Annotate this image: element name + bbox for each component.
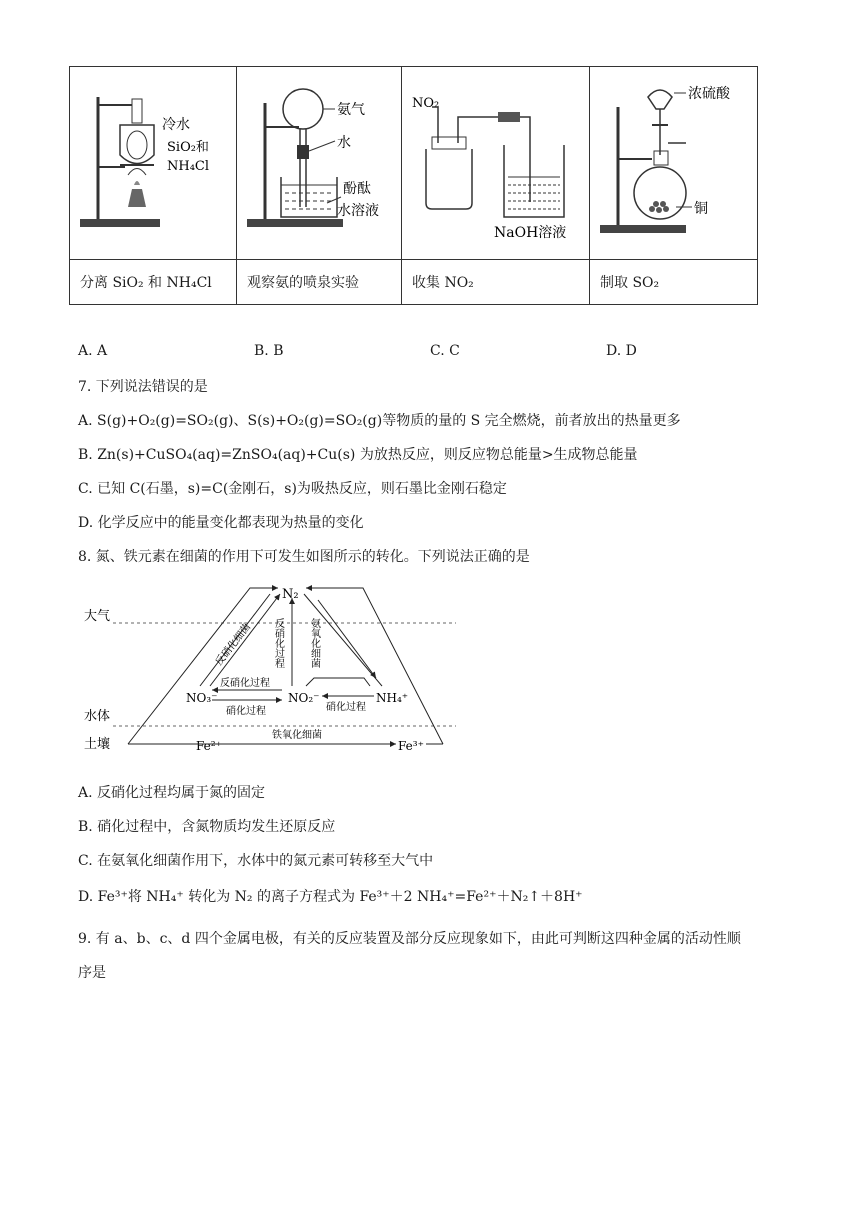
label-naoh: NaOH溶液 (494, 225, 567, 241)
species-nh4: NH₄⁺ (376, 691, 409, 705)
q8-option-c[interactable]: C. 在氨氧化细菌作用下，水体中的氮元素可转移至大气中 (78, 853, 434, 869)
label-water: 水 (337, 135, 351, 151)
apparatus-cell-4 (590, 67, 758, 260)
apparatus-table (69, 66, 758, 305)
q7-stem: 7. 下列说法错误的是 (78, 379, 208, 395)
apparatus-cell-2 (237, 67, 402, 260)
so2-generation-figure (590, 67, 757, 255)
label-right-arrow: 氨氧化细菌 (308, 618, 320, 668)
q8-option-a[interactable]: A. 反硝化过程均属于氮的固定 (78, 785, 266, 801)
caption-1: 分离 SiO₂ 和 NH₄Cl (70, 260, 237, 305)
q7-option-d[interactable]: D. 化学反应中的能量变化都表现为热量的变化 (78, 515, 364, 531)
label-left-arrow: 反硝化细菌 (213, 621, 254, 668)
label-copper: 铜 (694, 201, 708, 217)
label-phenolphthalein: 酚酞 (343, 181, 371, 197)
q8-stem: 8. 氮、铁元素在细菌的作用下可发生如图所示的转化。下列说法正确的是 (78, 549, 530, 565)
label-aqueous-solution: 水溶液 (337, 203, 379, 219)
q6-option-c[interactable]: C. C (430, 343, 460, 359)
caption-4: 制取 SO₂ (590, 260, 758, 305)
no2-collection-figure (402, 67, 589, 255)
q6-option-d[interactable]: D. D (606, 343, 637, 359)
q7-option-b[interactable]: B. Zn(s)+CuSO₄(aq)=ZnSO₄(aq)+Cu(s) 为放热反应，则反应物总能量>生成物总能量 (78, 447, 638, 463)
q7-option-a[interactable]: A. S(g)+O₂(g)=SO₂(g)、S(s)+O₂(g)=SO₂(g)等物质的量的 S 完全燃烧，前者放出的热量更多 (78, 413, 681, 429)
label-middle-arrow: 反硝化过程 (272, 618, 284, 668)
nitrogen-iron-cycle-diagram (78, 578, 468, 764)
zone-soil: 土壤 (84, 737, 111, 752)
sublimation-apparatus-figure (70, 67, 236, 255)
species-n2: N₂ (282, 587, 299, 602)
caption-2: 观察氨的喷泉实验 (237, 260, 402, 305)
zone-atmosphere: 大气 (84, 609, 111, 624)
label-nh4cl: NH₄Cl (167, 159, 210, 174)
species-fe3: Fe³⁺ (398, 739, 424, 753)
label-iron-oxidizing: 铁氧化细菌 (272, 730, 322, 741)
label-cold-water: 冷水 (162, 117, 190, 133)
label-denitrification: 反硝化过程 (220, 678, 270, 689)
species-fe2: Fe²⁺ (196, 739, 222, 753)
label-nitrification-lower: 硝化过程 (226, 706, 266, 717)
q6-option-b[interactable]: B. B (254, 343, 284, 359)
q8-option-d[interactable] (78, 886, 583, 906)
fountain-apparatus-figure (237, 67, 401, 255)
q9-stem-line1: 9. 有 a、b、c、d 四个金属电极，有关的反应装置及部分反应现象如下，由此可判断这四种金属的活动性顺 (78, 931, 741, 947)
label-nitrification-right: 硝化过程 (326, 702, 366, 713)
q7-option-c[interactable]: C. 已知 C(石墨，s)=C(金刚石，s)为吸热反应，则石墨比金刚石稳定 (78, 481, 507, 497)
label-no2: NO₂ (412, 96, 440, 111)
caption-3: 收集 NO₂ (402, 260, 590, 305)
zone-water: 水体 (84, 709, 111, 724)
label-ammonia: 氨气 (337, 102, 365, 118)
q8-option-b[interactable]: B. 硝化过程中，含氮物质均发生还原反应 (78, 819, 336, 835)
q6-option-a[interactable]: A. A (78, 343, 108, 359)
apparatus-cell-1 (70, 67, 237, 260)
q8-option-d-equation: Fe³⁺＋2 NH₄⁺=Fe²⁺＋N₂↑＋8H⁺ (359, 889, 583, 905)
q9-stem-line2: 序是 (78, 965, 106, 981)
q8-option-d-prefix: D. Fe³⁺将 NH₄⁺ 转化为 N₂ 的离子方程式为 (78, 889, 360, 905)
label-sio2: SiO₂和 (167, 140, 209, 155)
apparatus-cell-3 (402, 67, 590, 260)
species-no2: NO₂⁻ (288, 691, 320, 705)
label-conc-sulfuric-acid: 浓硫酸 (688, 86, 730, 102)
species-no3: NO₃⁻ (186, 691, 218, 705)
